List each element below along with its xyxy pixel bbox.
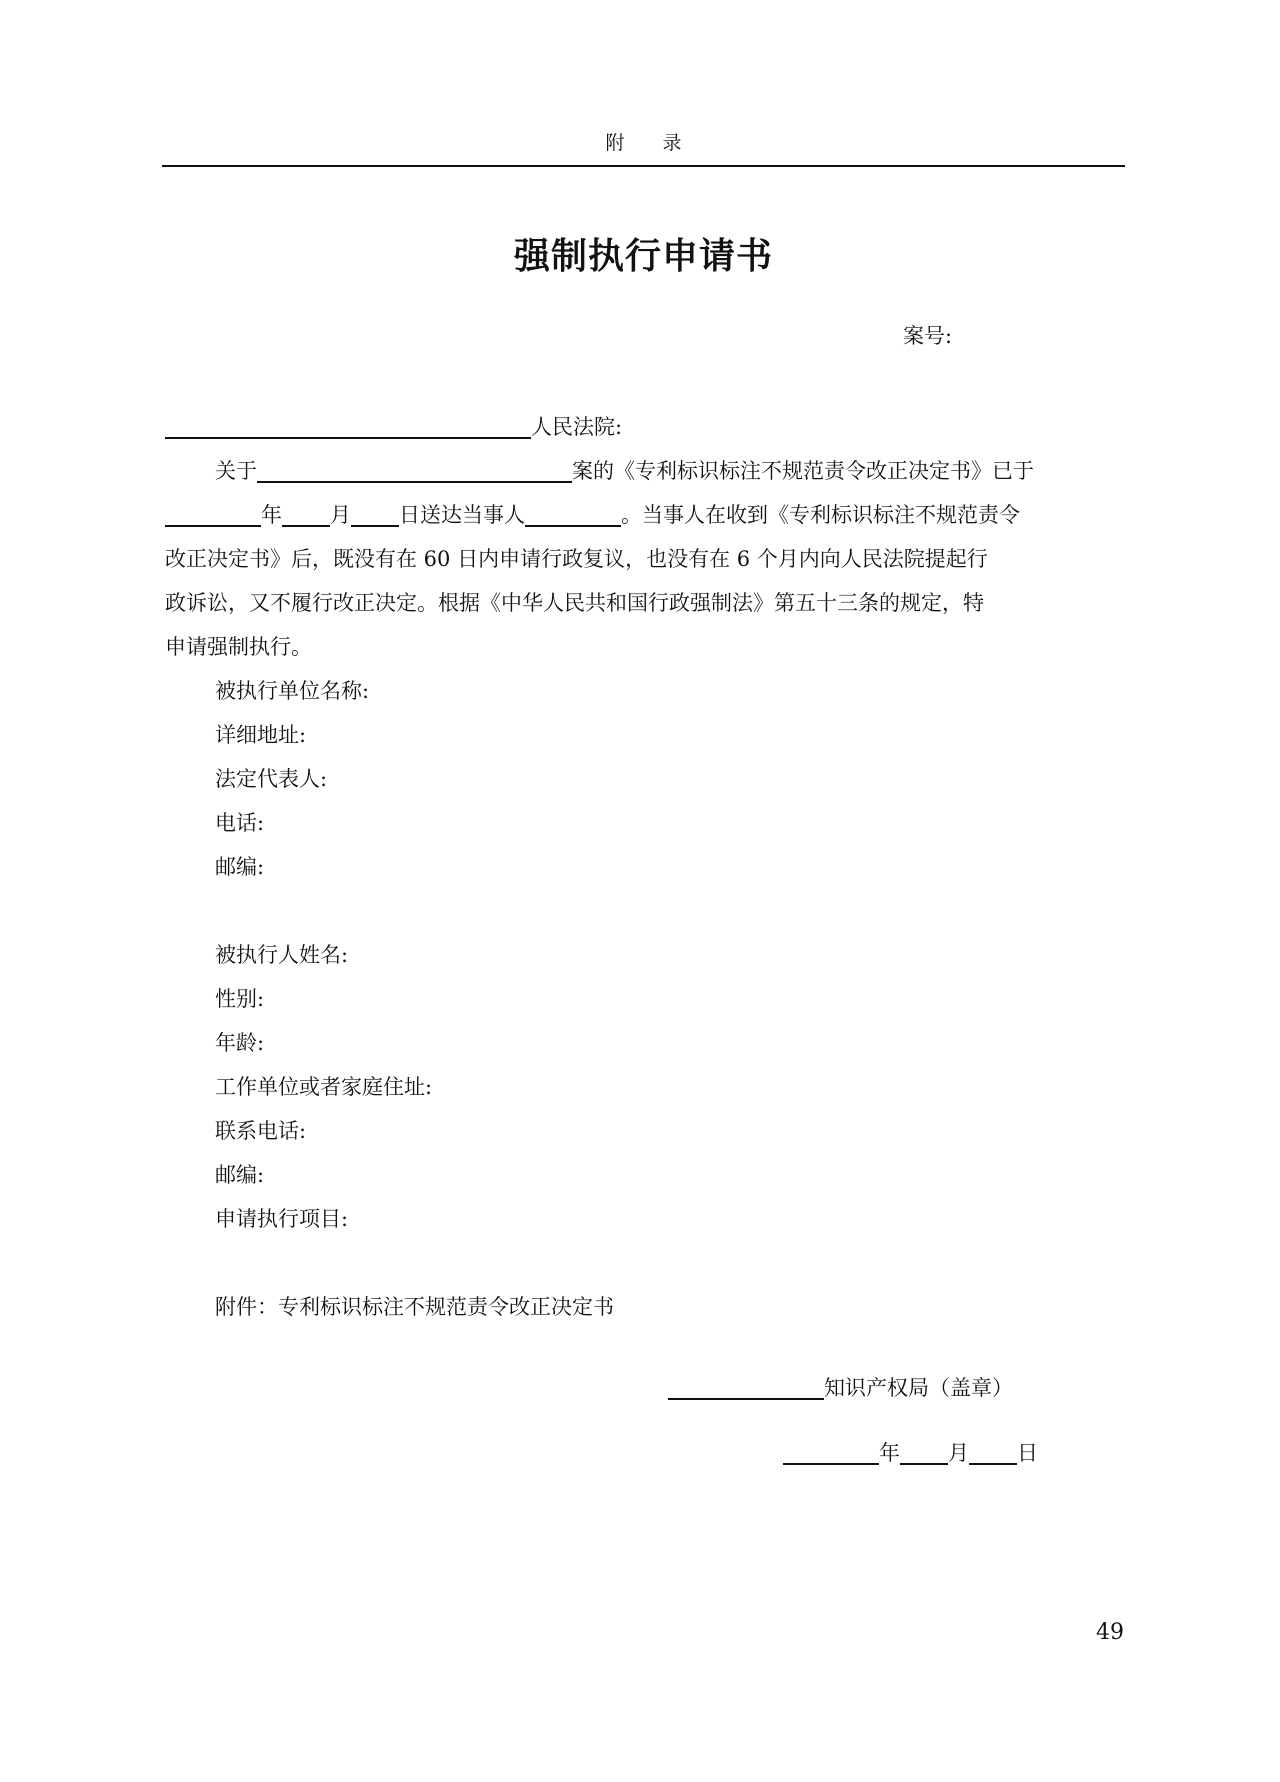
field-gender: 性别: [215,987,265,1011]
case-name-blank[interactable] [257,457,572,483]
court-name-blank[interactable] [165,413,531,439]
year-blank[interactable] [165,501,261,527]
sign-date-line [783,1437,1038,1467]
sign-day-label: 日 [1017,1441,1038,1465]
para1-after-party: 。当事人在收到《专利标识标注不规范责令 [621,503,1020,527]
signature-line [668,1372,1013,1402]
court-line [165,405,1125,449]
court-suffix: 人民法院: [531,415,623,439]
document-body [165,405,1125,1329]
sign-year-label: 年 [879,1441,900,1465]
day-blank[interactable] [351,501,399,527]
field-address: 详细地址: [215,723,307,747]
office-name-blank[interactable] [668,1374,824,1400]
document-title: 强制执行申请书 [513,235,773,277]
para1-after-case: 案的《专利标识标注不规范责令改正决定书》已于 [572,459,1034,483]
year-label: 年 [261,503,282,527]
field-person-name: 被执行人姓名: [215,943,349,967]
header-text: 附 录 [605,132,682,154]
field-contact-phone: 联系电话: [215,1119,307,1143]
field-phone: 电话: [215,811,265,835]
para1-line2 [165,493,1125,537]
month-blank[interactable] [282,501,330,527]
para1-line4: 政诉讼，又不履行改正决定。根据《中华人民共和国行政强制法》第五十三条的规定，特 [165,591,984,615]
para1-line1 [165,449,1125,493]
para1-prefix: 关于 [215,459,257,483]
field-execution-items: 申请执行项目: [215,1207,349,1231]
para1-line3: 改正决定书》后，既没有在 60 日内申请行政复议，也没有在 6 个月内向人民法院提起行 [165,547,988,571]
header-rule [162,165,1125,167]
sign-day-blank[interactable] [969,1439,1017,1465]
para1-line5: 申请强制执行。 [165,635,312,659]
spacer [165,889,1125,933]
field-unit-name: 被执行单位名称: [215,679,370,703]
day-delivered-label: 日送达当事人 [399,503,525,527]
spacer [165,1241,1125,1285]
case-number-label: 案号: [903,324,953,348]
field-age: 年龄: [215,1031,265,1055]
month-label: 月 [330,503,351,527]
field-person-postcode: 邮编: [215,1163,265,1187]
signature-label: 知识产权局（盖章） [824,1376,1013,1400]
attachment-line: 附件：专利标识标注不规范责令改正决定书 [215,1295,614,1319]
running-header [162,128,1125,155]
party-blank[interactable] [525,501,621,527]
sign-month-blank[interactable] [900,1439,948,1465]
field-work-address: 工作单位或者家庭住址: [215,1075,433,1099]
sign-year-blank[interactable] [783,1439,879,1465]
field-legal-rep: 法定代表人: [215,767,328,791]
sign-month-label: 月 [948,1441,969,1465]
field-postcode: 邮编: [215,855,265,879]
page-number: 49 [1096,1620,1124,1645]
